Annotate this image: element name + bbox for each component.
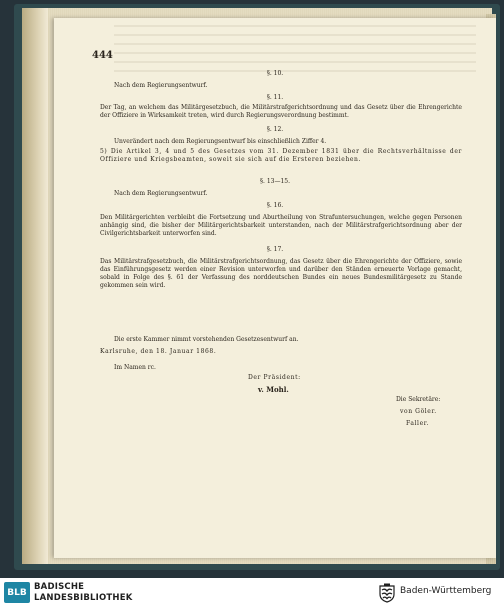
- section-12-heading: §. 12.: [266, 126, 284, 133]
- section-16-text: Den Militärgerichten verbleibt die Fortsetzung und Aburtheilung von Strafuntersuchungen, welche gegen Personen anhängig sind, die bisher der Militärgerichtsbarkeit unterstanden, nach der Militärstrafgerichtsordnung aber der Civilgerichtsbarkeit unterworfen sind.: [100, 214, 462, 237]
- book-page: [54, 18, 496, 558]
- library-name: [34, 582, 133, 603]
- section-12-text: Unverändert nach dem Regierungsentwurf bis einschließlich Ziffer 4.: [114, 138, 327, 145]
- section-17-heading: §. 17.: [266, 246, 284, 253]
- section-13-15-text: Nach dem Regierungsentwurf.: [114, 190, 208, 197]
- library-name-line1: BADISCHE: [34, 582, 85, 592]
- footer-bar: [0, 578, 504, 607]
- president-title: Der Präsident:: [248, 374, 301, 381]
- president-name: v. Mohl.: [258, 385, 289, 394]
- place-and-date: Karlsruhe, den 18. Januar 1868.: [100, 348, 217, 355]
- coat-of-arms-icon: [378, 583, 396, 603]
- section-10-text: Nach dem Regierungsentwurf.: [114, 82, 208, 89]
- section-11-text: Der Tag, an welchem das Militärgesetzbuch, die Militärstrafgerichtsordnung und das Gesetz über die Ehrengerichte der Offiziere in Wirksamkeit treten, wird durch Regierungsverordnung bestimmt.: [100, 104, 462, 119]
- closing-statement: Die erste Kammer nimmt vorstehenden Gesetzesentwurf an.: [114, 336, 299, 343]
- section-17-text: Das Militärstrafgesetzbuch, die Militärstrafgerichtsordnung, das Gesetz über die Ehrengerichte der Offiziere, sowie das Einführungsgesetz werden einer Revision unterworfen und darüber den Ständen erneuerte Vorlage gemacht, sobald in Folge des §. 61 der Verfassung des norddeutschen Bundes ein neues Bundesmilitärgesetz zu Stande gekommen sein wird.: [100, 258, 462, 289]
- library-name-line2: LANDESBIBLIOTHEK: [34, 592, 133, 603]
- blb-logo: BLB: [4, 582, 30, 603]
- in-the-name-line: Im Namen rc.: [114, 364, 156, 371]
- page-number: 444: [92, 50, 113, 61]
- secretaries-title: Die Sekretäre:: [396, 396, 441, 403]
- section-10-heading: §. 10.: [266, 70, 284, 77]
- section-13-15-heading: §. 13—15.: [260, 178, 290, 185]
- section-16-heading: §. 16.: [266, 202, 284, 209]
- state-name: Baden-Württemberg: [400, 586, 492, 596]
- spine-shadow: [22, 8, 48, 564]
- secretary-faller: Faller.: [406, 420, 430, 427]
- section-11-heading: §. 11.: [266, 94, 284, 101]
- section-12-item-5: 5) Die Artikel 3, 4 und 5 des Gesetzes vom 31. Dezember 1831 über die Rechtsverhältnisse der Offiziere und Kriegsbeamten, soweit sie sich auf die Ersteren beziehen.: [100, 148, 462, 163]
- secretary-goeler: von Göler.: [400, 408, 437, 415]
